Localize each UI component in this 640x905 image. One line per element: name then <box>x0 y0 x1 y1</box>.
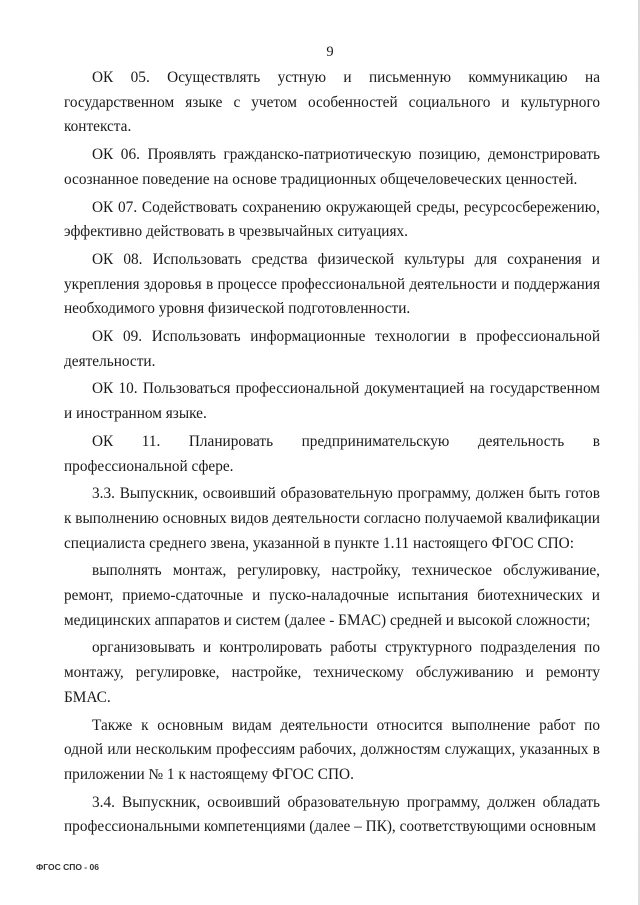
paragraph-additional-activity: Также к основным видам деятельности относится выполнение работ по одной или нескольким профессиям рабочих, должностям служащих, указанных в приложении № 1 к настоящему ФГОС СПО. <box>64 716 600 783</box>
paragraph-ok-07: ОК 07. Содействовать сохранению окружающей среды, ресурсосбережению, эффективно действовать в чрезвычайных ситуациях. <box>64 198 600 241</box>
paragraph-ok-09: ОК 09. Использовать информационные технологии в профессиональной деятельности. <box>64 328 600 370</box>
paragraph-ok-11: ОК 11. Планировать предпринимательскую деятельность в профессиональной сфере. <box>64 432 600 475</box>
page-footer: ФГОС СПО - 06 <box>36 862 99 872</box>
paragraph-ok-08: ОК 08. Использовать средства физической культуры для сохранения и укрепления здоровья в процессе профессиональной деятельности и поддержания необходимого уровня физической подготовленности. <box>64 250 600 318</box>
document-body <box>64 66 600 843</box>
paragraph-activity-1: выполнять монтаж, регулировку, настройку, техническое обслуживание, ремонт, приемо-сдаточные и пуско-наладочные испытания биотехнических и медицинских аппаратов и систем (далее - БМАС) средней и высокой сложности; <box>64 562 600 629</box>
paragraph-activity-2: организовывать и контролировать работы структурного подразделения по монтажу, регулировке, настройке, техническому обслуживанию и ремонту БМАС. <box>64 639 600 706</box>
paragraph-3-4: 3.4. Выпускник, освоивший образовательную программу, должен обладать профессиональными компетенциями (далее – ПК), соответствующими основным <box>64 793 600 836</box>
paragraph-ok-06: ОК 06. Проявлять гражданско-патриотическую позицию, демонстрировать осознанное поведение на основе традиционных общечеловеческих ценностей. <box>64 146 600 188</box>
paragraph-ok-10: ОК 10. Пользоваться профессиональной документацией на государственном и иностранном языке. <box>64 380 600 423</box>
paragraph-3-3: 3.3. Выпускник, освоивший образовательную программу, должен быть готов к выполнению основных видов деятельности согласно получаемой квалификации специалиста среднего звена, указанной в пункте 1.11 настоящего ФГОС СПО: <box>64 485 600 552</box>
paragraph-ok-05: ОК 05. Осуществлять устную и письменную коммуникацию на государственном языке с учетом особенностей социального и культурного контекста. <box>64 69 600 136</box>
page-number: 9 <box>326 44 334 60</box>
